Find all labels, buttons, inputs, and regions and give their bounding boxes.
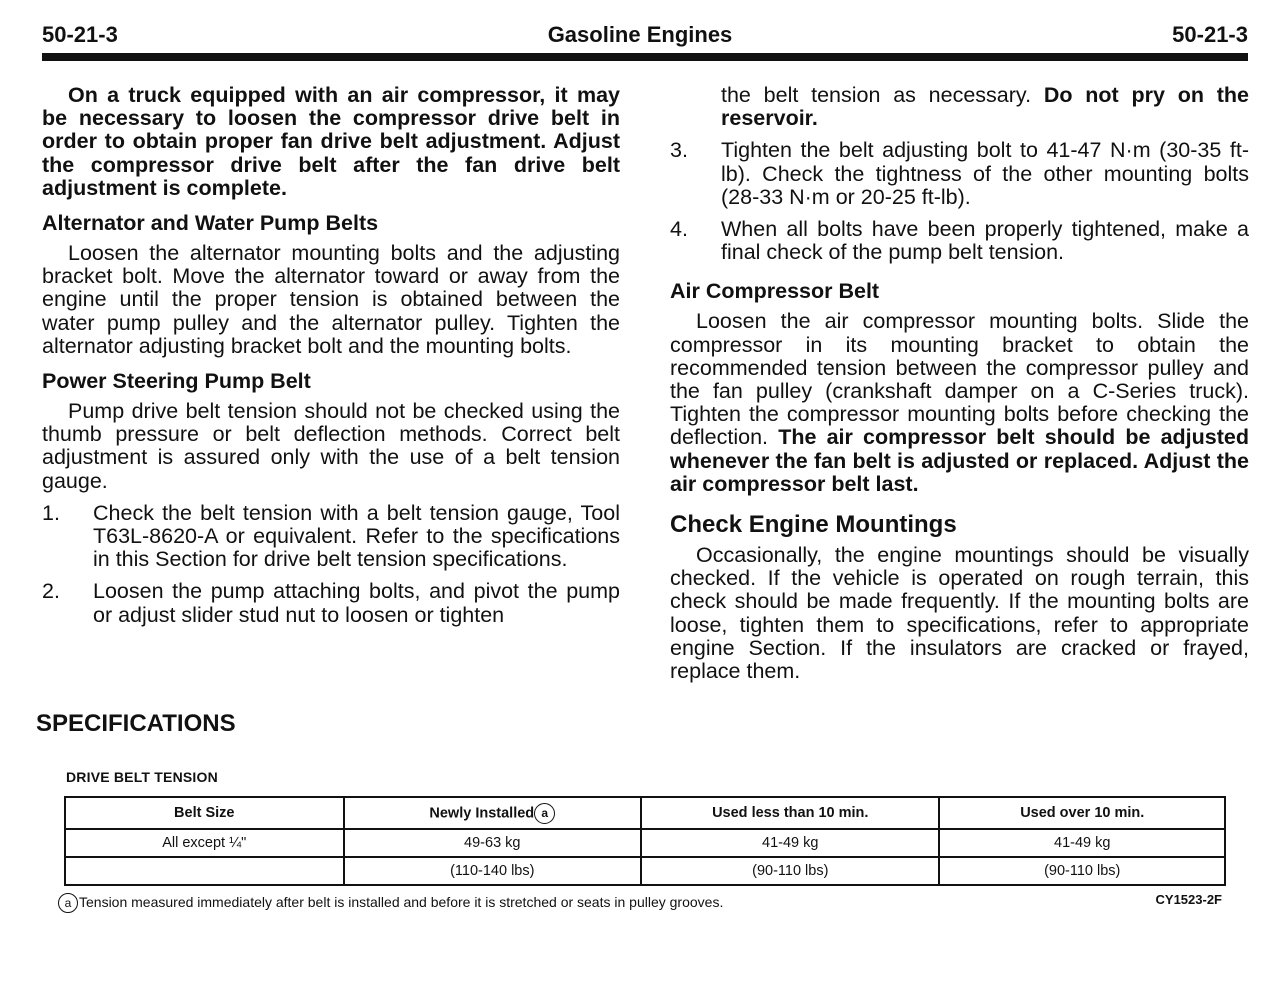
- air-compressor-text: Loosen the air compressor mounting bolts. Slide the compressor in its mounting bracket to obtain the recommended tension between the compressor pulley and the fan pulley (crankshaft damper on a C-Series truck). Tighten the compressor mounting bolts before checking the deflection.: [670, 309, 1249, 450]
- header-rule: [42, 53, 1248, 61]
- table-cell: All except ¼": [65, 829, 344, 857]
- page-number-left: 50-21-3: [42, 22, 118, 47]
- right-column: [670, 84, 1249, 683]
- step-text: Loosen the pump attaching bolts, and pivot the pump or adjust slider stud nut to loosen or tighten: [93, 579, 620, 627]
- step-number: 3.: [670, 138, 688, 163]
- page-number-right: 50-21-3: [1172, 22, 1248, 47]
- specifications-heading: SPECIFICATIONS: [36, 710, 236, 737]
- column-header: Used less than 10 min.: [641, 797, 939, 829]
- column-header: [344, 797, 642, 829]
- table-title: DRIVE BELT TENSION: [66, 769, 218, 785]
- compressor-note: On a truck equipped with an air compressor, it may be necessary to loosen the compressor drive belt in order to obtain proper fan drive belt adjustment. Adjust the compressor drive belt after the fan drive belt adjustment is complete.: [42, 83, 620, 200]
- continuation-text: the belt tension as necessary.: [721, 83, 1032, 107]
- step-number: 1.: [42, 500, 60, 525]
- figure-id: CY1523-2F: [1155, 892, 1222, 907]
- table-cell: (90-110 lbs): [641, 857, 939, 885]
- table-row: [65, 857, 1225, 885]
- step-text: When all bolts have been properly tightened, make a final check of the pump belt tension.: [721, 217, 1249, 265]
- drive-belt-tension-table: [64, 796, 1226, 886]
- left-column: [42, 84, 620, 627]
- list-item: [42, 502, 620, 572]
- air-compressor-paragraph: [670, 310, 1249, 496]
- list-item: [670, 139, 1249, 209]
- power-steering-paragraph: Pump drive belt tension should not be checked using the thumb pressure or belt deflection methods. Correct belt adjustment is assured only with the use of a belt tension gauge.: [42, 399, 620, 493]
- table-cell: 41-49 kg: [641, 829, 939, 857]
- step-number: 4.: [670, 217, 688, 242]
- column-header-label: Newly Installed: [429, 804, 535, 821]
- reservoir-warning: Do not pry on the reservoir.: [721, 83, 1249, 131]
- column-header: Used over 10 min.: [939, 797, 1225, 829]
- power-steering-heading: Power Steering Pump Belt: [42, 369, 311, 394]
- alternator-paragraph: Loosen the alternator mounting bolts and the adjusting bracket bolt. Move the alternator toward or away from the engine until the proper tension is obtained between the water pump pulley and the alternator pulley. Tighten the alternator adjusting bracket bolt and the mounting bolts.: [42, 241, 620, 358]
- engine-mountings-paragraph: Occasionally, the engine mountings should be visually checked. If the vehicle is operated on rough terrain, this check should be made frequently. If the mounting bolts are loose, tighten them to specifications, refer to appropriate engine Section. If the insulators are cracked or frayed, replace them.: [670, 543, 1249, 684]
- engine-mountings-heading: Check Engine Mountings: [670, 511, 957, 539]
- page-title: Gasoline Engines: [547, 22, 733, 47]
- footnote-marker: a: [58, 893, 78, 913]
- footnote-marker: a: [534, 803, 555, 824]
- table-cell: 41-49 kg: [939, 829, 1225, 857]
- table-cell: 49-63 kg: [344, 829, 642, 857]
- air-compressor-warning: The air compressor belt should be adjusted whenever the fan belt is adjusted or replaced. Adjust the air compressor belt last.: [670, 425, 1249, 496]
- alternator-heading: Alternator and Water Pump Belts: [42, 211, 379, 236]
- step-continuation: [670, 84, 1249, 130]
- footnote-text: Tension measured immediately after belt is installed and before it is stretched or seats in pulley grooves.: [79, 894, 724, 910]
- step-text: Tighten the belt adjusting bolt to 41-47 N·m (30-35 ft-lb). Check the tightness of the other mounting bolts (28-33 N·m or 20-25 ft-lb).: [721, 138, 1249, 209]
- table-row: [65, 829, 1225, 857]
- list-item: [670, 218, 1249, 264]
- step-text: Check the belt tension with a belt tension gauge, Tool T63L-8620-A or equivalent. Refer to the specifications in this Section for drive belt tension specifications.: [93, 500, 620, 572]
- list-item: [42, 580, 620, 626]
- step-number: 2.: [42, 579, 60, 604]
- table-cell: [65, 857, 344, 885]
- column-header: Belt Size: [65, 797, 344, 829]
- table-cell: (110-140 lbs): [344, 857, 642, 885]
- air-compressor-heading: Air Compressor Belt: [670, 279, 880, 304]
- table-cell: (90-110 lbs): [939, 857, 1225, 885]
- table-footnote: [58, 890, 723, 914]
- table-header-row: [65, 797, 1225, 829]
